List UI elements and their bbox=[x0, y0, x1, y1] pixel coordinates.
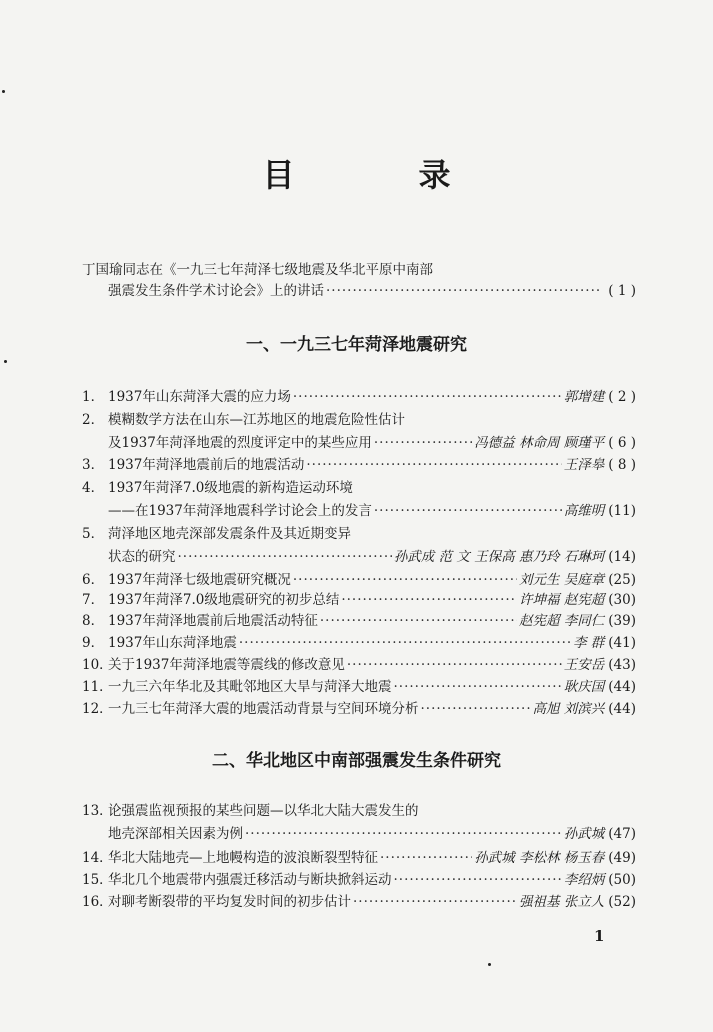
entry-title: 关于1937年菏泽地震等震线的修改意见 bbox=[108, 657, 345, 673]
entry-title: 一九三七年菏泽大震的地震活动背景与空间环境分析 bbox=[108, 701, 419, 717]
entry-title: 华北大陆地壳—上地幔构造的波浪断裂型特征 bbox=[108, 850, 378, 866]
toc-entry[interactable] bbox=[82, 408, 636, 426]
entry-number: 12． bbox=[82, 701, 113, 717]
entry-author: 王泽皋 bbox=[563, 457, 605, 473]
entry-number: 8． bbox=[82, 613, 105, 629]
entry-author: 许坤福 赵宪超 bbox=[518, 592, 605, 608]
entry-author: 李绍炳 bbox=[563, 872, 605, 888]
dot-leader bbox=[421, 701, 531, 717]
entry-author: 孙武城 李松林 杨玉春 bbox=[474, 850, 605, 866]
page-ref: (30) bbox=[608, 592, 636, 608]
page-ref: (44) bbox=[608, 679, 636, 695]
toc-entry[interactable] bbox=[82, 385, 636, 403]
entry-number: 10． bbox=[82, 657, 113, 673]
entry-author: 耿庆国 bbox=[563, 679, 605, 695]
dot-leader bbox=[326, 283, 602, 299]
entry-number: 11． bbox=[82, 679, 113, 695]
page-ref: (50) bbox=[608, 872, 636, 888]
entry-author: 高维明 bbox=[563, 503, 605, 519]
entry-title: 一九三六年华北及其毗邻地区大旱与菏泽大地震 bbox=[108, 679, 392, 695]
toc-entry[interactable] bbox=[82, 453, 636, 471]
entry-title: 1937年菏泽地震前后的地震活动 bbox=[108, 457, 305, 473]
page-ref: (47) bbox=[608, 826, 636, 842]
toc-entry[interactable] bbox=[82, 799, 636, 817]
dot-leader bbox=[374, 435, 472, 451]
margin-mark bbox=[4, 360, 7, 363]
toc-entry[interactable] bbox=[82, 868, 636, 886]
entry-author: 王安岳 bbox=[563, 657, 605, 673]
dot-leader bbox=[239, 635, 571, 651]
toc-entry[interactable] bbox=[82, 890, 636, 908]
entry-number: 14． bbox=[82, 850, 113, 866]
toc-entry[interactable] bbox=[82, 631, 636, 649]
entry-author: 强祖基 张立人 bbox=[518, 894, 605, 910]
entry-title: 1937年菏泽地震前后地震活动特征 bbox=[108, 613, 318, 629]
toc-entry[interactable] bbox=[82, 588, 636, 606]
margin-mark bbox=[488, 963, 491, 966]
intro-text-2: 强震发生条件学术讨论会》上的讲话 bbox=[108, 283, 324, 299]
page-ref: (52) bbox=[608, 894, 636, 910]
dot-leader bbox=[306, 457, 561, 473]
toc-entry[interactable] bbox=[82, 476, 636, 494]
entry-number: 13． bbox=[82, 803, 113, 819]
entry-author: 冯德益 林命周 顾瑾平 bbox=[474, 435, 605, 451]
margin-mark bbox=[2, 90, 5, 93]
page-ref: ( 1 ) bbox=[608, 283, 636, 299]
entry-title: 地壳深部相关因素为例 bbox=[108, 826, 243, 842]
toc-entry-continued[interactable] bbox=[82, 545, 636, 563]
entry-author: 孙武成 范 文 王保高 惠乃玲 石琳珂 bbox=[393, 549, 605, 565]
entry-title: ——在1937年菏泽地震科学讨论会上的发言 bbox=[108, 503, 372, 519]
entry-title: 1937年山东菏泽地震 bbox=[108, 635, 237, 651]
entry-title: 菏泽地区地壳深部发震条件及其近期变异 bbox=[108, 526, 351, 542]
entry-author: 赵宪超 李同仁 bbox=[518, 613, 605, 629]
entry-title: 1937年菏泽7.0级地震研究的初步总结 bbox=[108, 592, 340, 608]
toc-entry-continued[interactable] bbox=[82, 499, 636, 517]
page-ref: ( 6 ) bbox=[608, 435, 636, 451]
dot-leader bbox=[374, 503, 562, 519]
entry-number: 2． bbox=[82, 412, 105, 428]
dot-leader bbox=[293, 572, 517, 588]
toc-entry[interactable] bbox=[82, 697, 636, 715]
toc-entry-continued[interactable] bbox=[82, 822, 636, 840]
dot-leader bbox=[178, 549, 392, 565]
toc-entry[interactable] bbox=[82, 846, 636, 864]
page-number: 1 bbox=[594, 927, 605, 945]
intro-line-1 bbox=[82, 258, 642, 276]
page-ref: (49) bbox=[608, 850, 636, 866]
entry-number: 5． bbox=[82, 526, 105, 542]
page-ref: (44) bbox=[608, 701, 636, 717]
entry-number: 9． bbox=[82, 635, 105, 651]
section-heading-2: 二、华北地区中南部强震发生条件研究 bbox=[212, 751, 501, 771]
page-ref: (39) bbox=[608, 613, 636, 629]
entry-author: 高旭 刘滨兴 bbox=[532, 701, 605, 717]
entry-number: 7． bbox=[82, 592, 105, 608]
entry-number: 15． bbox=[82, 872, 113, 888]
page-ref: (25) bbox=[608, 572, 636, 588]
dot-leader bbox=[293, 389, 562, 405]
toc-entry-continued[interactable] bbox=[82, 431, 636, 449]
toc-entry[interactable] bbox=[82, 653, 636, 671]
dot-leader bbox=[341, 592, 517, 608]
entry-title: 华北几个地震带内强震迁移活动与断块掀斜运动 bbox=[108, 872, 392, 888]
entry-number: 1． bbox=[82, 389, 105, 405]
page-ref: ( 8 ) bbox=[608, 457, 636, 473]
entry-author: 李 群 bbox=[572, 635, 605, 651]
entry-author: 刘元生 吴庭章 bbox=[518, 572, 605, 588]
entry-title: 模糊数学方法在山东—江苏地区的地震危险性估计 bbox=[108, 412, 405, 428]
toc-entry[interactable] bbox=[82, 675, 636, 693]
entry-title: 1937年山东菏泽大震的应力场 bbox=[108, 389, 291, 405]
toc-entry[interactable] bbox=[82, 568, 636, 586]
dot-leader bbox=[394, 872, 562, 888]
toc-entry[interactable] bbox=[82, 522, 636, 540]
page-ref: (14) bbox=[608, 549, 636, 565]
dot-leader bbox=[380, 850, 472, 866]
entry-title: 状态的研究 bbox=[108, 549, 176, 565]
intro-text-1: 丁国瑜同志在《一九三七年菏泽七级地震及华北平原中南部 bbox=[82, 262, 433, 278]
entry-title: 及1937年菏泽地震的烈度评定中的某些应用 bbox=[108, 435, 372, 451]
page-ref: (41) bbox=[608, 635, 636, 651]
entry-title: 对聊考断裂带的平均复发时间的初步估计 bbox=[108, 894, 351, 910]
dot-leader bbox=[353, 894, 517, 910]
entry-number: 3． bbox=[82, 457, 105, 473]
page-ref: ( 2 ) bbox=[608, 389, 636, 405]
toc-entry[interactable] bbox=[82, 609, 636, 627]
page-ref: (11) bbox=[608, 503, 636, 519]
entry-author: 孙武城 bbox=[563, 826, 605, 842]
dot-leader bbox=[245, 826, 562, 842]
entry-number: 16． bbox=[82, 894, 113, 910]
entry-number: 4． bbox=[82, 480, 105, 496]
entry-title: 论强震监视预报的某些问题—以华北大陆大震发生的 bbox=[108, 803, 419, 819]
entry-author: 郭增建 bbox=[563, 389, 605, 405]
page-title: 目 录 bbox=[262, 156, 497, 194]
entry-title: 1937年菏泽7.0级地震的新构造运动环境 bbox=[108, 480, 353, 496]
entry-number: 6． bbox=[82, 572, 105, 588]
section-heading-1: 一、一九三七年菏泽地震研究 bbox=[246, 335, 467, 355]
dot-leader bbox=[394, 679, 562, 695]
page-ref: (43) bbox=[608, 657, 636, 673]
entry-title: 1937年菏泽七级地震研究概况 bbox=[108, 572, 291, 588]
dot-leader bbox=[320, 613, 517, 629]
dot-leader bbox=[347, 657, 562, 673]
toc-entry-intro[interactable] bbox=[108, 279, 636, 297]
